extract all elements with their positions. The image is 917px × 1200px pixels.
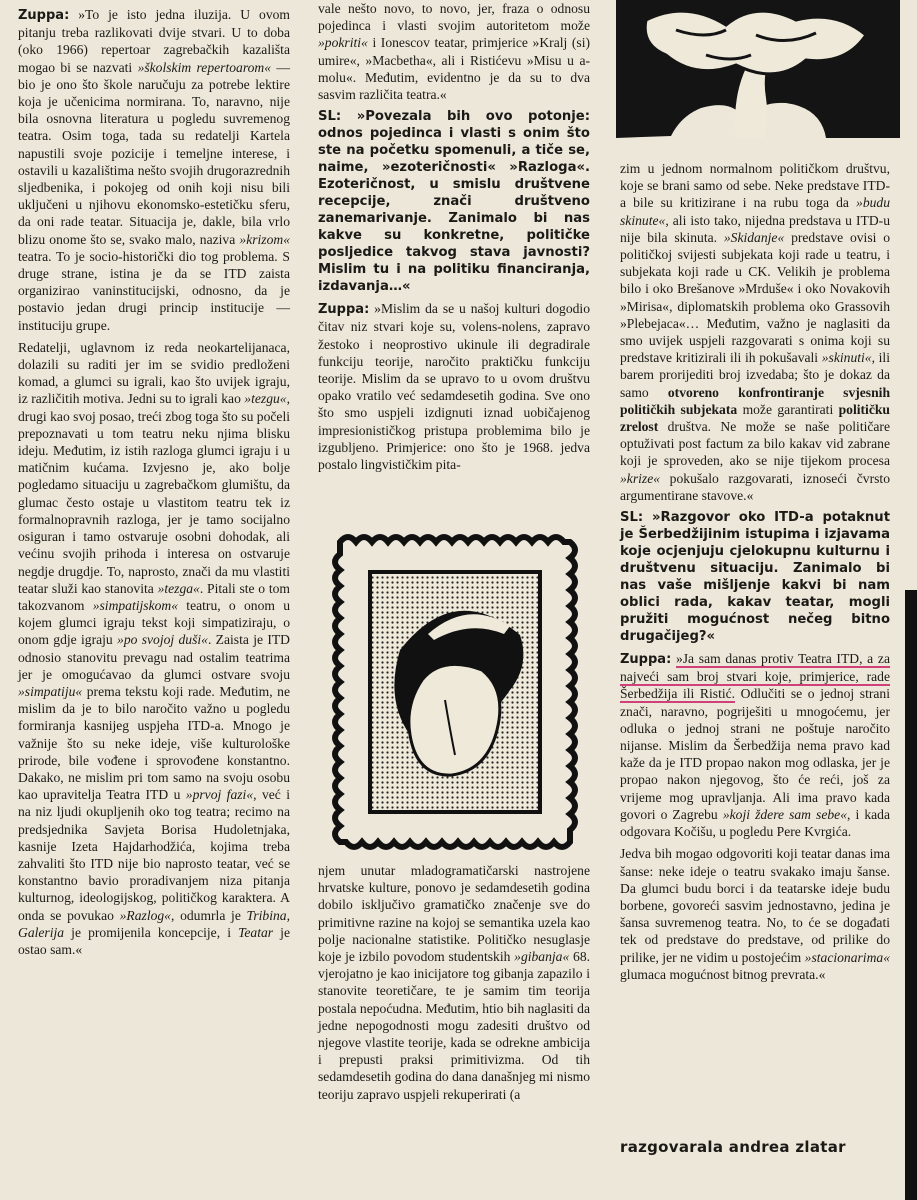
- text-run: , ali isto tako, nijedna predstava u ITD-u nije bila skinuta.: [620, 212, 890, 245]
- text-run: 68. vjerojatno je kao inicijatore tog gibanja zapazilo i stanovite teoretičare, te je samim tim teorija postala nepoćudna. Međutim, htio bih naglasiti da jedne nepogodnosti mogu zadesiti društvo od njegove vlastite teorije, kada se odrekne ambicija i prepusti praksi primitivizma. Od tih sedamdesetih godina do dana današnjeg mi nismo teoriju zapravo uspjeli rekuperirati (a: [318, 949, 591, 1102]
- emphasis: »krize«: [620, 470, 661, 486]
- question-paragraph: [620, 509, 890, 645]
- paragraph-continued: [318, 862, 590, 1103]
- text-run: Jedva bih mogao odgovoriti koji teatar danas ima šanse: neke ideje o teatru svakako imaju šanse. Da glumci budu borci i da teatarske ideje budu borbene, govoreći sasvim jednostavno, jedina je šansa suvremenog teatra. No, to će se događati tek od predstave do predstave, od prilike do prilike, jer ne vidim u postojećim: [620, 846, 890, 965]
- emphasis: »tezgu«: [244, 391, 287, 407]
- paragraph-answer-2: [18, 339, 290, 958]
- column-middle-top: [318, 0, 590, 478]
- emphasis: »prvoj fazi«: [185, 787, 254, 803]
- top-right-illustration: [616, 0, 900, 138]
- emphasis: »tezga«: [157, 580, 200, 596]
- emphasis: »budu skinute«: [620, 195, 890, 228]
- text-run: teatra. To je socio-historički dio tog problema. S druge strane, istina je da se ITD zaista organizirao vaninstitucijski, odnosno, da je postavio jedan drugi princip institucije — instituciju grupe.: [18, 248, 290, 333]
- speaker-label: Zuppa:: [18, 8, 70, 23]
- speaker-label: Zuppa:: [620, 652, 672, 668]
- text-run: pokušalo razgovarati, iznoseći čvrsto argumentirane stavove.«: [620, 470, 890, 503]
- text-run: je ostao sam.«: [18, 924, 290, 957]
- text-run: Odlučiti se o jednoj strani znači, naravno, pogriješiti u mnogoćemu, jer odluka o jednoj strani ne poštuje naročito nijanse. Mislim da Šerbedžija nema pravo kad kaže da je ITD propao nakon mog odlaska, jer je propao nakon njegovog, što će reći, još za vrijeme mog upravljanja. Ali ima pravo kada govori o Zagrebu: [620, 686, 890, 822]
- paragraph-answer-1: [18, 6, 290, 334]
- emphasis: »Razlog«: [119, 907, 171, 923]
- emphasis: »simpatiju«: [18, 683, 83, 699]
- emphasis: »Skidanje«: [723, 229, 785, 245]
- emphasis: »školskim repertoarom«: [137, 59, 272, 75]
- text-run: i Ionescov teatar, primjerice »Kralj (si) umire«, »Macbetha«, ali i Ristićevu »Misu u a-molu«. Međutim, evidentno je da su to dva sasvim različita teatra.«: [318, 35, 590, 103]
- text-run: , ili barem prorijediti broj izvedaba; što je dokaz da samo: [620, 350, 890, 400]
- final-paragraph: [620, 845, 890, 983]
- emphasis: »stacionarima«: [804, 949, 890, 965]
- text-run: , već i na niz ljudi okupljenih oko tog teatra; recimo na predsjednika Savjeta Borisa Hudoletnjaka, kasnije Izeta Hajdarhodžića, kojima treba zahvaliti što ITD nije bio naprosto teatar, već se konstantno bavio proradivanjem niza pitanja kulturnog, ideologijskog, političkog karaktera. A onda se povukao: [18, 787, 290, 923]
- column-left: [18, 6, 290, 963]
- answer-text: »Mislim da se u našoj kulturi dogodio čitav niz stvari koje su, volens-nolens, zapravo žestoko i neoprostivo ukinule ili degradirale funkciju teorije, naročito praktičku funkciju teorije. Mislim da se upravo to u ovom društvu opako vratilo već sedamdesetih godina. Sve ono što smo uspjeli izdignuti iznad uobičajenog impresionističkog pristupa problemima bilo je izgubljeno. Primjerice: ono što je 1968. jedva postalo lingvističkim pita-: [318, 301, 590, 473]
- question-paragraph: [318, 108, 590, 295]
- emphasis: »simpatijskom«: [92, 597, 179, 613]
- paragraph-continued: [318, 0, 590, 103]
- emphasis: »koji ždere sam sebe«: [722, 806, 848, 822]
- column-right: [620, 160, 890, 988]
- question-text: »Povezala bih ovo potonje: odnos pojedinca i vlasti s onim što ste na početku spomenuli, a tiče se, naime, »ezoteričnosti« »Razloga«. Ezoteričnost, u smislu društvene recepcije, znači društveno zanemarivanje. Zanimalo bi nas kakve su konkretne, političke posljedice takvog stava javnosti? Mislim tu i na politiku financiranja, izdavanja…«: [318, 109, 591, 295]
- text-run: , odumrla je: [170, 907, 247, 923]
- text-run: zim u jednom normalnom političkom društvu, koje se brani samo od sebe. Neke predstave ITD-a bile su kritizirane i na rubu toga da: [620, 161, 890, 211]
- answer-paragraph: [318, 300, 590, 473]
- bold-text: političku zrelost: [620, 401, 890, 435]
- column-middle-bottom: [318, 862, 590, 1108]
- text-run: — bio je ono što škole naručuju za potrebe lektire koja je učenicima normirana. To, naravno, nije bila osnovna literatura u pogledu suvremenog teatra. Osim toga, tada su redatelji Kartela napustili svoje pozicije i temeljne interese, i ostavili u kazalištima nešto svojih drugorazrednih sljedbenika, i pokojeg od onih koji nisu bili uključeni u njihovu ekonomsko-estetičku sferu, da oni rade teatar. Situacija je, dakle, bila vrlo blizu onome što se, svako malo, naziva: [18, 59, 290, 247]
- text-run: , i kada odgovara Kočišu, u pogledu Pere Kvrgića.: [620, 806, 891, 840]
- question-text: »Razgovor oko ITD-a potaknut je Šerbedžijinim istupima i izjavama koje ocjenjuju cjelokupnu kulturnu i društvenu situaciju. Zanimalo bi nas vaše mišljenje kakvi bi nam oblici rada, kakav teatar, mogli pružiti mogućnost nečeg bitno drugačijeg?«: [620, 510, 890, 645]
- text-run: Redatelji, uglavnom iz reda neokartelijanaca, dolazili su raditi jer im se svidio predloženi komad, a glumci su igrali, kao što uvijek igraju, iz različitih motiva. Jedni su to igrali kao: [18, 339, 290, 407]
- speaker-label: SL:: [620, 510, 644, 526]
- bold-text: otvoreno konfrontiranje svjesnih političkih subjekata: [620, 384, 890, 417]
- speaker-label: SL:: [318, 109, 342, 125]
- emphasis: »pokriti«: [318, 35, 368, 51]
- emphasis: Teatar: [238, 924, 274, 940]
- text-run: vale nešto novo, to novo, jer, fraza o odnosu pojedinca i vlasti svojim autoritetom može: [318, 1, 590, 34]
- text-run: prema tekstu koji rade. Međutim, ne mislim da je to bilo naročito važno u pogledu formiranja kasnijeg uspjeha ITD-a. Mnogo je važnije što su neke ideje, više kulturološke prirode, bile vođene i sprovođene konstantno. Dakako, ne mislim pri tom samo na svoju osobu kao upravitelja Teatra ITD u: [18, 683, 290, 803]
- answer-paragraph: [620, 650, 890, 840]
- text-run: može garantirati: [737, 401, 839, 417]
- emphasis: »skinuti«: [821, 350, 872, 366]
- scan-edge-shadow: [905, 590, 917, 1200]
- emphasis: »krizom«: [239, 231, 290, 247]
- highlighted-text: »Ja sam danas protiv Teatra ITD, a za najveći sam broj stvari koje, primjerice, rade Šerbedžija ili Ristić.: [620, 651, 890, 702]
- stamp-mouth-illustration: [330, 530, 580, 855]
- text-run: njem unutar mladogramatičarski nastrojene hrvatske kulture, ponovo je sedamdesetih godina dobilo isključivo gramatičko značenje sve do primitivne razine na kojoj se semantika uzela kao polje nacionalne statistike. Političko nesuglasje koje je izbilo povodom studentskih: [318, 863, 590, 965]
- text-run: je promijenila koncepcije, i: [64, 924, 239, 940]
- author-signature: razgovarala andrea zlatar: [620, 1138, 846, 1156]
- text-run: glumaca mogućnost bitnog prevrata.«: [620, 966, 826, 982]
- text-run: teatru, o onom u kojem glumci igraju tekst koji simpatiziraju, o onom gdje igraju: [18, 597, 290, 648]
- emphasis: Tribina, Galerija: [18, 907, 290, 940]
- text-run: , drugi kao svoj posao, treći zbog toga što su počeli prepoznavati u tom teatru neku njima blisku ideju. Međutim, iz istih razloga glumci igraju i u matičnim kućama. Izvjesno je, ako bolje pogledamo situaciju u zagrebačkom glumištu, da glumac često ostaje u vlastitom teatru tek iz formalnopravnih razloga, jer je tamo socijalno osiguran i tamo ostvaruje osobni dohodak, ali većinu svojih prihoda i interesa on ostvaruje negdje drugdje. To, naprosto, znači da mu vlastiti teatar služi kao stanovita: [18, 391, 290, 596]
- text-run: »To je isto jedna iluzija. U ovom pitanju treba razlikovati dvije stvari. U to doba (oko 1966) repertoar zagrebačkih kazališta mogao bi se nazvati: [18, 7, 290, 75]
- emphasis: »gibanja«: [514, 949, 570, 965]
- paragraph-continued: [620, 160, 890, 504]
- text-run: društva. Ne može se naše političare optuživati post factum za bilo kakav vid zabrane koji je sproveden, ako se nije tijekom procesa: [620, 419, 890, 469]
- speaker-label: Zuppa:: [318, 302, 370, 318]
- text-run: . Zaista je ITD odnosio stanovitu prevagu nad ostalim teatrima jer je omogućavao da glumci ostvare svoju: [18, 632, 290, 682]
- emphasis: »po svojoj duši«: [117, 632, 208, 648]
- text-run: . Pitali ste o tom takozvanom: [18, 580, 290, 613]
- text-run: predstave ovisi o političkoj svijesti subjekata koji rade u teatru, i subjekata koji rade u CK. Velikih je problema bilo i oko Brešanove »Mrduše« i oko Novakovih »Mirisa«, diplomatskih problema oko Grassovih »Plebejaca«… Međutim, važno je naglasiti da smo uvijek uspjeli razgovarati s onima koji su predstave kritizirali ili ih pokušavali: [620, 229, 890, 366]
